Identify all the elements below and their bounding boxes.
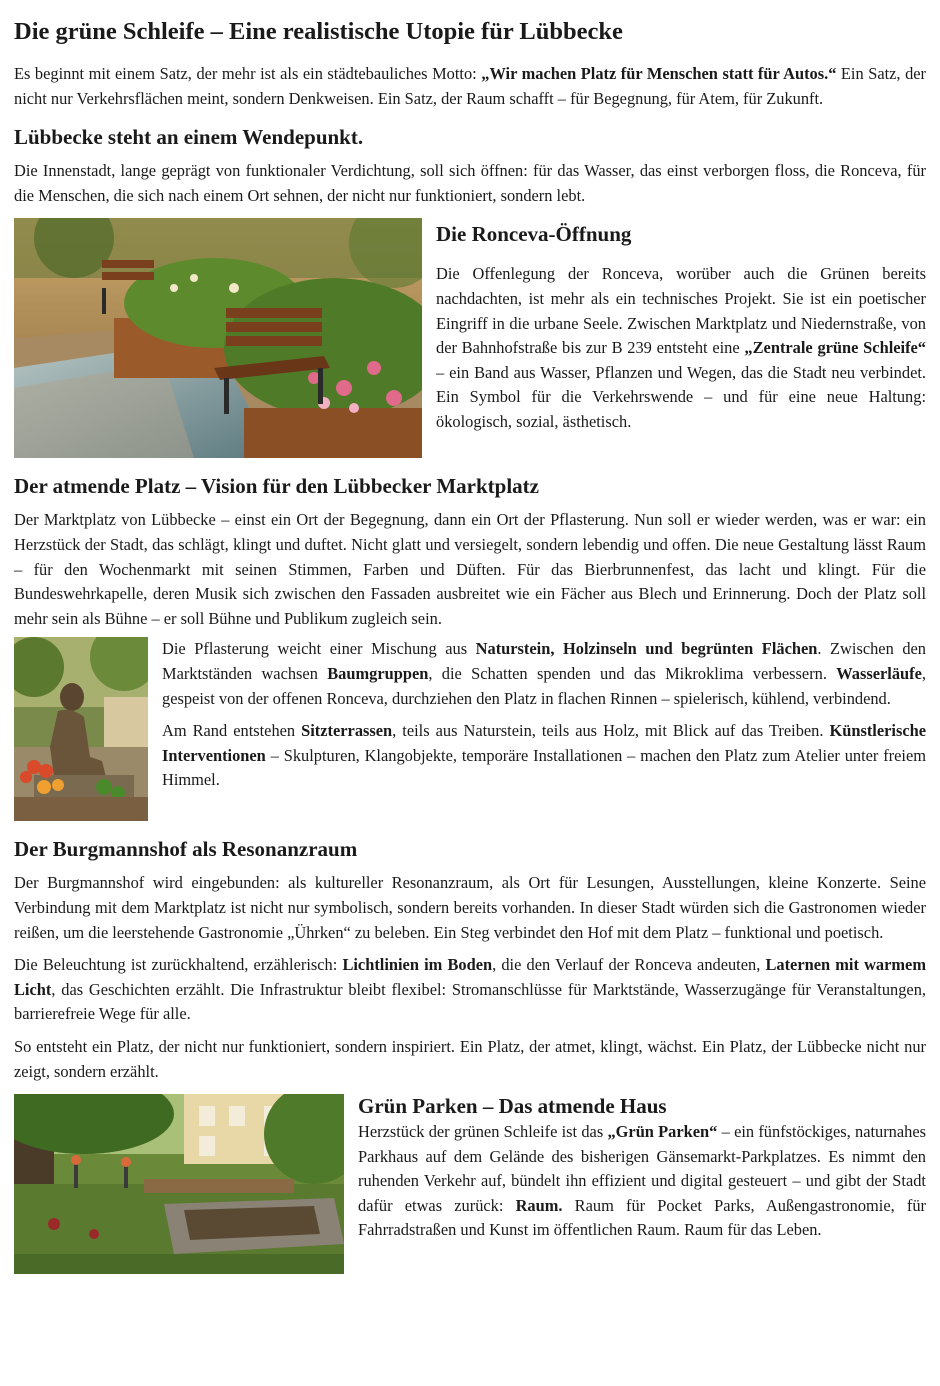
burgmannshof-heading: Der Burgmannshof als Resonanzraum: [14, 837, 358, 862]
page-title: Die grüne Schleife – Eine realistische Utopie für Lübbecke: [14, 18, 623, 45]
wendepunkt-heading: Lübbecke steht an einem Wendepunkt.: [14, 125, 364, 150]
article: [14, 0, 926, 1274]
burgmannshof-paragraph-2: Die Beleuchtung ist zurückhaltend, erzählerisch: Lichtlinien im Boden, die den Verlauf der Ronceva andeuten, Laternen mit warmem Licht, das Geschichten erzählt. Die Infrastruktur bleibt flexibel: Stromanschlüsse für Marktstände, Wasserzugänge für Veranstaltungen, barrierefreie Wege für alle.: [14, 955, 926, 1024]
wendepunkt-paragraph: Die Innenstadt, lange geprägt von funktionaler Verdichtung, soll sich öffnen: für das Wasser, das einst verborgen floss, die Ronceva, für die Menschen, die sich nach einem Ort sehnen, der nicht nur funktioniert, sondern lebt.: [14, 161, 926, 205]
sitzterrassen-paragraph: Am Rand entstehen Sitzterrassen, teils aus Naturstein, teils aus Holz, mit Blick auf das Treiben. Künstlerische Interventionen – Skulpturen, Klangobjekte, temporäre Installationen – machen den Platz zum Atelier unter freiem Himmel.: [162, 721, 927, 790]
section-marktplatz: [14, 472, 926, 631]
ronceva-heading: Die Ronceva-Öffnung: [436, 222, 632, 247]
marktplatz-paragraph: Der Marktplatz von Lübbecke – einst ein Ort der Begegnung, dann ein Ort der Pflasterung. Nun soll er wieder werden, was er war: ein Herzstück der Stadt, das schlägt, klingt und duftet. Nicht glatt und versiegelt, sondern lebendig und offen. Die neue Gestaltung lässt Raum – für den Wochenmarkt mit seinen Stimmen, Farben und Düften. Für das Bierbrunnenfest, das lacht und klingt. Für die Bundeswehrkapelle, deren Musik sich zwischen den Fassaden ausbreitet wie ein Fächer aus Blech und Erinnerung. Doch der Platz soll mehr sein als Bühne – er soll Bühne und Publikum zugleich sein.: [14, 510, 926, 628]
burgmannshof-paragraph-1: Der Burgmannshof wird eingebunden: als kultureller Resonanzraum, als Ort für Lesungen, Ausstellungen, kleine Konzerte. Seine Verbindung mit dem Marktplatz ist nicht nur symbolisch, sondern bereits vorhanden. In dieser Stadt würden sich die Gastronomen wieder reißen, um die leerstehende Gastronomie „Ührken“ zu beleben. Ein Steg verbindet den Hof mit dem Platz – funktional und poetisch.: [14, 873, 926, 942]
sculpture-market-photo: [14, 637, 148, 821]
ronceva-text: [422, 218, 926, 434]
marktplatz-detail: [14, 637, 926, 821]
pflasterung-paragraph: Die Pflasterung weicht einer Mischung aus Naturstein, Holzinseln und begrünten Flächen. Zwischen den Marktständen wachsen Baumgruppen, die Schatten spenden und das Mikroklima verbessern. Wasserläufe, gespeist von der offenen Ronceva, durchziehen den Platz in flachen Rinnen – spielerisch, kühlend, verbindend.: [162, 639, 927, 708]
gruen-parken-heading: Grün Parken – Das atmende Haus: [358, 1094, 667, 1119]
gruen-parken-text: [344, 1094, 926, 1243]
marktplatz-detail-text: [148, 637, 926, 793]
section-burgmannshof: [14, 835, 926, 1084]
bench-stream-photo: [14, 218, 422, 458]
burgmannshof-paragraph-3: So entsteht ein Platz, der nicht nur funktioniert, sondern inspiriert. Ein Platz, der atmet, klingt, wächst. Ein Platz, der Lübbecke nicht nur zeigt, sondern erzählt.: [14, 1036, 926, 1081]
intro-paragraph: Es beginnt mit einem Satz, der mehr ist als ein städtebauliches Motto: „Wir machen Platz für Menschen statt für Autos.“ Ein Satz, der nicht nur Verkehrsflächen meint, sondern Denkweisen. Ein Satz, der Raum schafft – für Begegnung, für Atem, für Zukunft.: [14, 64, 926, 108]
ronceva-paragraph: Die Offenlegung der Ronceva, worüber auch die Grünen bereits nachdachten, ist mehr als ein technisches Projekt. Sie ist ein poetischer Eingriff in die urbane Seele. Zwischen Marktplatz und Niedernstraße, von der Bahnhofstraße bis zur B 239 entsteht eine „Zentrale grüne Schleife“ – ein Band aus Wasser, Pflanzen und Wegen, das die Stadt neu verbindet. Ein Symbol für die Verkehrswende – und für eine neue Haltung: ökologisch, sozial, ästhetisch.: [436, 264, 927, 431]
marktplatz-heading: Der atmende Platz – Vision für den Lübbecker Marktplatz: [14, 474, 539, 499]
section-wendepunkt: [14, 123, 926, 208]
intro-motto: „Wir machen Platz für Menschen statt für Autos.“: [481, 64, 837, 83]
gruen-parken-paragraph: Herzstück der grünen Schleife ist das „Grün Parken“ – ein fünfstöckiges, naturnahes Parkhaus auf dem Gelände des bisherigen Gänsemarkt-Parkplatzes. Es nimmt den ruhenden Verkehr auf, bündelt ihn effizient und digital gesteuert – und gibt der Stadt dafür etwas zurück: Raum. Raum für Pocket Parks, Außengastronomie, für Fahrradstraßen und Kunst im öffentlichen Raum. Raum für das Leben.: [358, 1122, 927, 1240]
section-gruen-parken: [14, 1094, 926, 1274]
section-ronceva: [14, 218, 926, 458]
pocket-park-photo: [14, 1094, 344, 1274]
